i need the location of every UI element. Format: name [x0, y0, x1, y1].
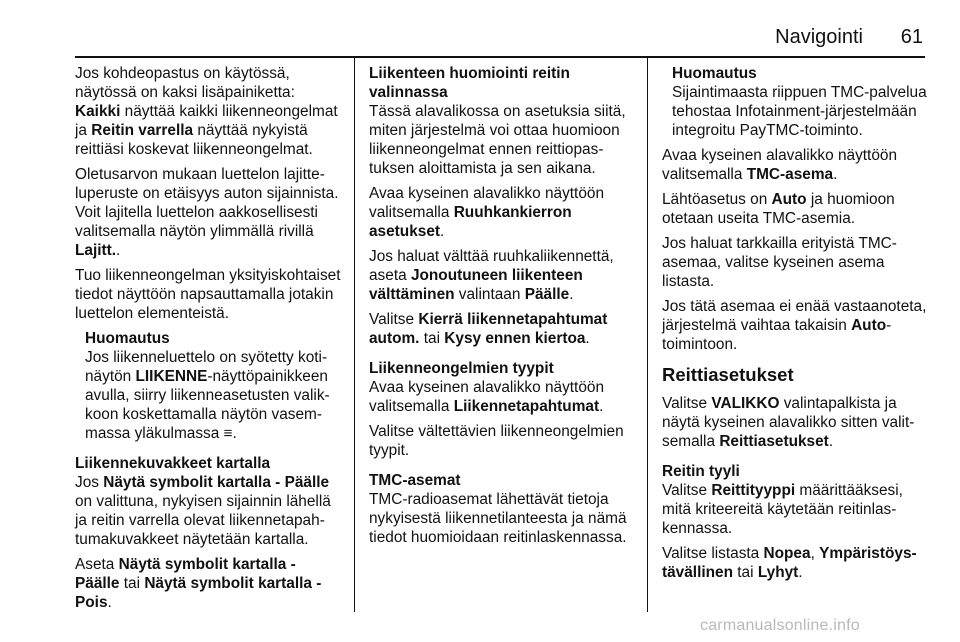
paragraph: Tässä alavalikossa on asetuksia siitä, miten järjestelmä voi ottaa huomioon liikenneongelmat ennen reittiopastuksen aloittamista ja sen aikana. — [369, 103, 626, 177]
column-2 — [369, 64, 636, 553]
option-label: Lyhyt — [757, 564, 799, 581]
note-box — [85, 329, 343, 443]
option-label: Lajitt. — [75, 242, 117, 259]
option-label: Reittityyppi — [711, 482, 796, 499]
option-label: Nopea — [763, 545, 811, 562]
option-label: Kierrä liikennetapahtumat autom. — [369, 311, 608, 347]
paragraph — [369, 184, 636, 241]
paragraph: Tuo liikenneongelman yksityiskohtaiset tiedot näyttöön napsauttamalla jotakin luettelon elementeistä. — [75, 267, 341, 322]
text: Jos liikenneluettelo on syötetty kotinäytön — [85, 349, 328, 385]
paragraph — [75, 64, 343, 159]
text: ja huomioon otetaan useita TMC-asemia. — [662, 191, 895, 227]
column-3 — [662, 64, 930, 588]
header-rule — [75, 56, 925, 58]
section-title: Navigointi — [775, 26, 863, 48]
text: . — [599, 398, 604, 415]
option-label: Reitin varrella — [91, 122, 194, 139]
paragraph — [75, 473, 343, 549]
paragraph — [662, 190, 930, 228]
text: Jos haluat välttää ruuhkaliikennettä, aseta — [369, 248, 614, 284]
text: Valitse — [662, 482, 712, 499]
section-heading: Liikenteen huomiointi reitin valinnassa — [369, 65, 570, 101]
option-label: Näytä symbolit kartalla - Pois — [75, 575, 322, 611]
paragraph: TMC-radioasemat lähettävät tietoja nykyisestä liikennetilanteesta ja nämä tiedot huomioidaan reitinlaskennassa. — [369, 491, 627, 546]
note-body: Sijaintimaasta riippuen TMC-palvelua tehostaa Infotainment-järjestelmään integroitu PayTMC-toiminto. — [672, 84, 927, 139]
option-label: Ympäristöystävällinen — [662, 545, 917, 581]
paragraph: Valitse vältettävien liikenneongelmien tyypit. — [369, 423, 624, 459]
option-label: VALIKKO — [711, 395, 780, 412]
text: . — [798, 564, 803, 581]
column-divider-2 — [647, 57, 648, 612]
paragraph: Jos haluat tarkkailla erityistä TMC-asemaa, valitse kyseinen asema listasta. — [662, 235, 897, 290]
text: Jos kohdeopastus on käytössä, näytössä on kaksi lisäpainiketta: — [75, 65, 295, 101]
text: Aseta — [75, 556, 119, 573]
text: on valittuna, nykyisen sijainnin lähellä ja reitin varrella olevat liikennetapahtumakuvakkeet näytetään kartalla. — [75, 493, 331, 548]
section-heading: TMC-asemat — [369, 472, 461, 489]
note-body — [85, 348, 343, 443]
text: . — [116, 242, 121, 259]
text: Lähtöasetus on — [662, 191, 772, 208]
option-label: TMC-asema — [746, 166, 834, 183]
text: valintapalkista ja näytä kyseinen alavalikko sitten valitsemalla — [662, 395, 915, 450]
text: valintaan — [454, 286, 525, 303]
text: Valitse listasta — [662, 545, 764, 562]
option-label: Ruuhkankierron asetukset — [369, 204, 572, 240]
column-divider-1 — [354, 57, 355, 612]
text: tai — [733, 564, 758, 581]
text: . — [232, 425, 237, 442]
text: . — [440, 223, 445, 240]
text: . — [828, 433, 834, 450]
paragraph — [369, 247, 636, 304]
section-heading: Reitin tyyli — [662, 463, 740, 480]
note-box — [672, 64, 930, 140]
option-label: Jonoutuneen liikenteen välttäminen — [369, 267, 583, 303]
paragraph — [369, 378, 636, 416]
text: näyttää nykyistä reittiäsi koskevat liikenneongelmat. — [75, 122, 313, 158]
paragraph — [75, 165, 343, 260]
page-header — [658, 28, 923, 52]
chapter-heading: Reittiasetukset — [662, 364, 794, 385]
paragraph — [662, 146, 930, 184]
text: Avaa kyseinen alavalikko näyttöön valitsemalla — [369, 379, 605, 415]
watermark-text: carmanualsonline.info — [700, 617, 860, 634]
option-label: Auto — [771, 191, 807, 208]
watermark — [700, 616, 860, 635]
option-label: Kysy ennen kiertoa — [444, 330, 586, 347]
paragraph — [662, 394, 930, 451]
text: tai — [419, 330, 445, 347]
text: -toimintoon. — [662, 317, 892, 353]
text: Jos tätä asemaa ei enää vastaanoteta, järjestelmä vaihtaa takaisin — [662, 298, 927, 334]
text: . — [585, 330, 590, 347]
section-heading: Liikenneongelmien tyypit — [369, 360, 554, 377]
text: , — [810, 545, 820, 562]
paragraph — [75, 555, 343, 612]
text: Avaa kyseinen alavalikko näyttöön valitsemalla — [369, 185, 605, 221]
page-number: 61 — [900, 26, 923, 48]
option-label: Auto — [851, 317, 887, 334]
text: tai — [119, 575, 145, 592]
text: Oletusarvon mukaan luettelon lajitteluperuste on etäisyys auton sijainnista. Voit lajitella luettelon aakkosellisesti valitsemalla näytön ylimmällä rivillä — [75, 166, 339, 240]
section-heading: Liikennekuvakkeet kartalla — [75, 455, 271, 472]
paragraph — [662, 297, 930, 354]
option-label: Liikennetapahtumat — [453, 398, 600, 415]
text: -näyttöpainikkeen avulla, siirry liikenneasetusten valikkoon koskettamalla näytön vasemmassa yläkulmassa — [85, 368, 330, 442]
text: . — [833, 166, 838, 183]
column-1 — [75, 64, 343, 618]
paragraph — [662, 481, 930, 538]
text: Jos — [75, 474, 104, 491]
text: Valitse — [369, 311, 419, 328]
text: . — [569, 286, 574, 303]
text: näyttää kaikki liikenneongelmat ja — [75, 103, 338, 139]
paragraph — [369, 310, 636, 348]
text: Avaa kyseinen alavalikko näyttöön valitsemalla — [662, 147, 898, 183]
option-label: Päälle — [524, 286, 570, 303]
menu-icon: ≡ — [223, 425, 233, 442]
text: Valitse — [662, 395, 712, 412]
option-label: Näytä symbolit kartalla - Päälle — [103, 474, 330, 491]
option-label: Reittiasetukset — [719, 433, 829, 450]
option-label: LIIKENNE — [135, 368, 208, 385]
text: . — [107, 594, 112, 611]
option-label: Kaikki — [75, 103, 121, 120]
text: määrittääksesi, mitä kriteereitä käytetään reitinlaskennassa. — [662, 482, 903, 537]
paragraph — [662, 544, 930, 582]
option-label: Näytä symbolit kartalla - Päälle — [75, 556, 296, 592]
note-title: Huomautus — [85, 330, 170, 347]
note-title: Huomautus — [672, 65, 757, 82]
